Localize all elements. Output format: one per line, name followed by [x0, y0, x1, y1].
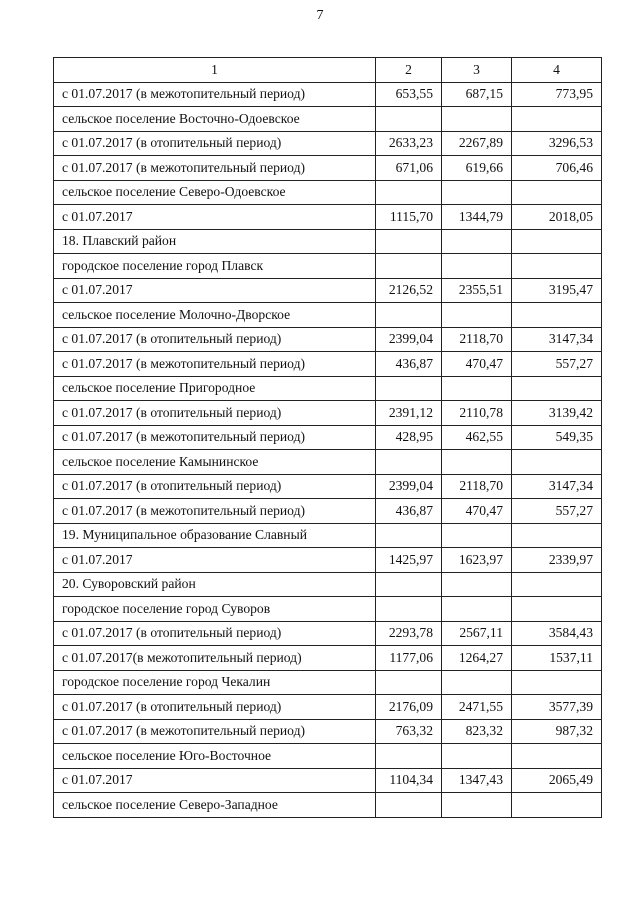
value-cell	[376, 254, 442, 279]
table-row	[54, 597, 602, 622]
table-row	[54, 303, 602, 328]
row-label: с 01.07.2017 (в межотопительный период)	[54, 352, 376, 377]
value-cell: 2391,12	[376, 401, 442, 426]
value-cell: 1344,79	[442, 205, 512, 230]
value-cell: 3296,53	[512, 131, 602, 156]
row-label: с 01.07.2017 (в отопительный период)	[54, 327, 376, 352]
row-label: с 01.07.2017	[54, 205, 376, 230]
value-cell: 1104,34	[376, 768, 442, 793]
row-label: 18. Плавский район	[54, 229, 376, 254]
table-row	[54, 719, 602, 744]
value-cell: 1425,97	[376, 548, 442, 573]
value-cell	[512, 254, 602, 279]
value-cell: 462,55	[442, 425, 512, 450]
value-cell: 1177,06	[376, 646, 442, 671]
value-cell: 3577,39	[512, 695, 602, 720]
table-row	[54, 156, 602, 181]
table-row	[54, 572, 602, 597]
value-cell	[376, 670, 442, 695]
row-label: с 01.07.2017 (в межотопительный период)	[54, 425, 376, 450]
value-cell	[376, 523, 442, 548]
value-cell	[376, 303, 442, 328]
table-row	[54, 401, 602, 426]
table-row	[54, 523, 602, 548]
value-cell	[376, 793, 442, 818]
value-cell: 2399,04	[376, 327, 442, 352]
row-label: с 01.07.2017 (в отопительный период)	[54, 621, 376, 646]
row-label: с 01.07.2017	[54, 548, 376, 573]
value-cell	[512, 180, 602, 205]
value-cell: 2567,11	[442, 621, 512, 646]
row-label: с 01.07.2017 (в отопительный период)	[54, 131, 376, 156]
row-label: 19. Муниципальное образование Славный	[54, 523, 376, 548]
table-row	[54, 205, 602, 230]
row-label: сельское поселение Северо-Западное	[54, 793, 376, 818]
table-row	[54, 352, 602, 377]
table-row	[54, 425, 602, 450]
row-label: городское поселение город Суворов	[54, 597, 376, 622]
value-cell	[376, 572, 442, 597]
table-row	[54, 376, 602, 401]
value-cell	[512, 303, 602, 328]
value-cell: 671,06	[376, 156, 442, 181]
value-cell	[512, 670, 602, 695]
value-cell: 1264,27	[442, 646, 512, 671]
value-cell	[442, 523, 512, 548]
table-row	[54, 229, 602, 254]
table-row	[54, 499, 602, 524]
value-cell: 470,47	[442, 352, 512, 377]
value-cell: 1623,97	[442, 548, 512, 573]
value-cell: 2126,52	[376, 278, 442, 303]
table-row	[54, 327, 602, 352]
value-cell: 557,27	[512, 352, 602, 377]
value-cell: 3584,43	[512, 621, 602, 646]
row-label: сельское поселение Пригородное	[54, 376, 376, 401]
value-cell	[442, 450, 512, 475]
row-label: с 01.07.2017	[54, 768, 376, 793]
value-cell	[442, 180, 512, 205]
value-cell: 436,87	[376, 499, 442, 524]
value-cell: 2355,51	[442, 278, 512, 303]
row-label: городское поселение город Чекалин	[54, 670, 376, 695]
value-cell: 2471,55	[442, 695, 512, 720]
value-cell	[376, 107, 442, 132]
row-label: сельское поселение Камынинское	[54, 450, 376, 475]
value-cell	[376, 229, 442, 254]
table-row	[54, 744, 602, 769]
row-label: сельское поселение Северо-Одоевское	[54, 180, 376, 205]
page-number: 7	[316, 8, 324, 23]
value-cell: 653,55	[376, 82, 442, 107]
table-row	[54, 621, 602, 646]
row-label: 20. Суворовский район	[54, 572, 376, 597]
row-label: сельское поселение Восточно-Одоевское	[54, 107, 376, 132]
header-cell: 4	[512, 58, 602, 83]
value-cell: 706,46	[512, 156, 602, 181]
header-cell: 1	[54, 58, 376, 83]
value-cell: 549,35	[512, 425, 602, 450]
value-cell	[512, 229, 602, 254]
table-row	[54, 82, 602, 107]
table-row	[54, 695, 602, 720]
row-label: с 01.07.2017 (в межотопительный период)	[54, 499, 376, 524]
value-cell: 3147,34	[512, 474, 602, 499]
value-cell	[442, 793, 512, 818]
row-label: с 01.07.2017 (в межотопительный период)	[54, 156, 376, 181]
value-cell: 1537,11	[512, 646, 602, 671]
table-row	[54, 474, 602, 499]
value-cell	[442, 254, 512, 279]
value-cell	[442, 572, 512, 597]
value-cell: 2110,78	[442, 401, 512, 426]
value-cell: 773,95	[512, 82, 602, 107]
table-row	[54, 793, 602, 818]
value-cell: 428,95	[376, 425, 442, 450]
value-cell: 823,32	[442, 719, 512, 744]
tariff-table	[53, 57, 602, 818]
row-label: сельское поселение Молочно-Дворское	[54, 303, 376, 328]
value-cell	[512, 107, 602, 132]
value-cell	[512, 376, 602, 401]
row-label: с 01.07.2017	[54, 278, 376, 303]
value-cell	[442, 229, 512, 254]
value-cell: 2018,05	[512, 205, 602, 230]
value-cell: 2633,23	[376, 131, 442, 156]
value-cell: 619,66	[442, 156, 512, 181]
row-label: сельское поселение Юго-Восточное	[54, 744, 376, 769]
value-cell	[512, 793, 602, 818]
table-header-row	[54, 58, 602, 83]
table-row	[54, 131, 602, 156]
value-cell: 2399,04	[376, 474, 442, 499]
value-cell: 2176,09	[376, 695, 442, 720]
table-row	[54, 278, 602, 303]
row-label: городское поселение город Плавск	[54, 254, 376, 279]
value-cell: 436,87	[376, 352, 442, 377]
value-cell	[442, 107, 512, 132]
value-cell	[512, 450, 602, 475]
header-cell: 3	[442, 58, 512, 83]
value-cell: 2065,49	[512, 768, 602, 793]
value-cell	[376, 744, 442, 769]
row-label: с 01.07.2017 (в отопительный период)	[54, 401, 376, 426]
value-cell	[442, 376, 512, 401]
row-label: с 01.07.2017(в межотопительный период)	[54, 646, 376, 671]
value-cell: 687,15	[442, 82, 512, 107]
table-row	[54, 180, 602, 205]
value-cell: 2339,97	[512, 548, 602, 573]
row-label: с 01.07.2017 (в межотопительный период)	[54, 719, 376, 744]
value-cell	[442, 303, 512, 328]
header-cell: 2	[376, 58, 442, 83]
value-cell	[442, 744, 512, 769]
value-cell: 3147,34	[512, 327, 602, 352]
value-cell	[512, 572, 602, 597]
table-row	[54, 548, 602, 573]
value-cell	[512, 523, 602, 548]
value-cell	[376, 597, 442, 622]
value-cell: 2118,70	[442, 327, 512, 352]
value-cell: 557,27	[512, 499, 602, 524]
value-cell: 3139,42	[512, 401, 602, 426]
value-cell	[376, 376, 442, 401]
value-cell	[442, 670, 512, 695]
table-row	[54, 450, 602, 475]
table-row	[54, 254, 602, 279]
value-cell: 1347,43	[442, 768, 512, 793]
value-cell: 987,32	[512, 719, 602, 744]
value-cell: 2293,78	[376, 621, 442, 646]
value-cell	[442, 597, 512, 622]
value-cell	[512, 597, 602, 622]
row-label: с 01.07.2017 (в межотопительный период)	[54, 82, 376, 107]
value-cell: 2267,89	[442, 131, 512, 156]
row-label: с 01.07.2017 (в отопительный период)	[54, 474, 376, 499]
value-cell	[512, 744, 602, 769]
value-cell: 1115,70	[376, 205, 442, 230]
row-label: с 01.07.2017 (в отопительный период)	[54, 695, 376, 720]
table-row	[54, 670, 602, 695]
value-cell: 3195,47	[512, 278, 602, 303]
table-row	[54, 768, 602, 793]
table-row	[54, 646, 602, 671]
value-cell	[376, 180, 442, 205]
value-cell	[376, 450, 442, 475]
value-cell: 470,47	[442, 499, 512, 524]
value-cell: 2118,70	[442, 474, 512, 499]
value-cell: 763,32	[376, 719, 442, 744]
table-row	[54, 107, 602, 132]
